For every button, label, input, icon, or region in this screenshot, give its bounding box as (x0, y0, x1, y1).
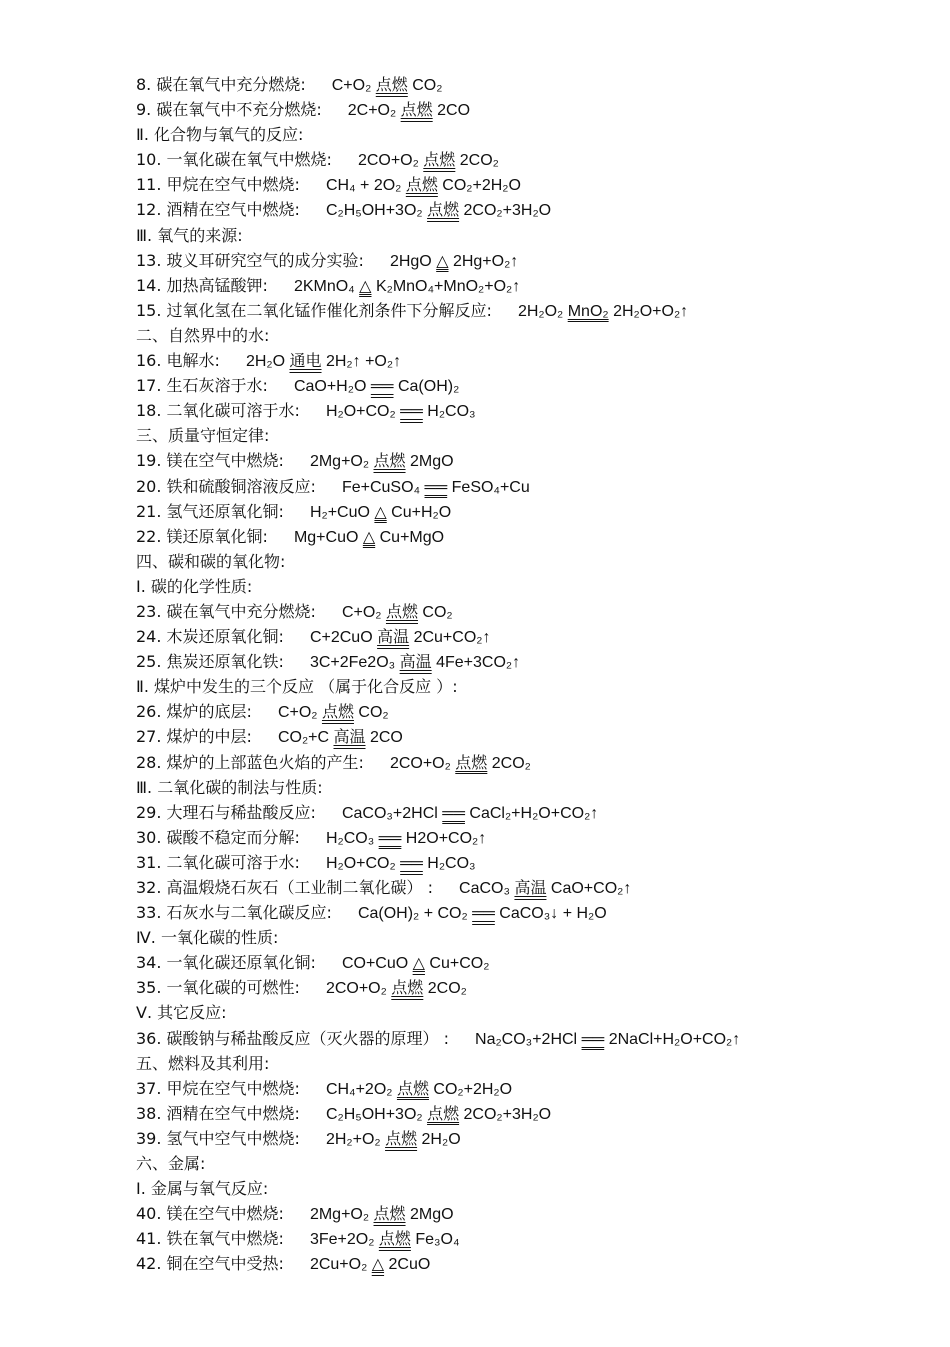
chemical-equation (348, 98, 470, 123)
reactants: CH₄+2O₂ (325, 1080, 393, 1098)
reaction-condition: 点燃 (385, 1130, 418, 1148)
equation-item (136, 1226, 926, 1251)
products: 2Hg+O₂↑ (452, 252, 519, 270)
reaction-condition: 点燃 (385, 603, 418, 621)
reaction-description: 11. 甲烷在空气中燃烧: (136, 175, 300, 195)
reactants: CaO+H₂O (293, 378, 367, 396)
chemical-equation (310, 500, 451, 525)
reactants: CaCO₃ (459, 880, 510, 897)
chemical-equation (326, 976, 467, 1001)
products: 2NaCl+H₂O+CO₂↑ (608, 1030, 741, 1048)
reactants: 2CO+O₂ (325, 980, 387, 998)
chemical-equation (342, 475, 530, 500)
section-header-text: 六、金属: (136, 1154, 206, 1174)
reaction-description: 28. 煤炉的上部蓝色火焰的产生: (136, 752, 364, 772)
chemical-equation (326, 1102, 551, 1127)
section-header-text: Ⅱ. 化合物与氧气的反应: (136, 125, 304, 145)
equation-item (136, 900, 926, 925)
section-header (136, 674, 926, 699)
chemical-equation (332, 73, 443, 98)
reaction-description: 37. 甲烷在空气中燃烧: (136, 1078, 300, 1098)
section-header (136, 1151, 926, 1176)
chemical-equation (310, 650, 520, 675)
chemical-equation (310, 1227, 460, 1252)
reaction-description: 13. 玻义耳研究空气的成分实验: (136, 250, 364, 270)
products: Cu+MgO (379, 528, 445, 546)
reaction-description: 29. 大理石与稀盐酸反应: (136, 802, 316, 822)
reactants: 2CO+O₂ (389, 754, 451, 772)
chemical-equation (278, 725, 403, 750)
equation-item (136, 398, 926, 423)
equation-item (136, 699, 926, 724)
products: Cu+H₂O (391, 503, 452, 521)
reaction-condition: △ (436, 252, 449, 270)
reaction-description: 22. 镁还原氧化铜: (136, 526, 268, 546)
reaction-condition: ══ (581, 1030, 605, 1048)
section-header (136, 223, 926, 248)
products: 2CO (437, 102, 471, 120)
chemical-equation (459, 876, 631, 901)
products: Cu+CO₂ (429, 955, 490, 973)
chemical-equation (310, 1252, 430, 1277)
section-header (136, 323, 926, 348)
products: CaCl₂+H₂O+CO₂↑ (469, 804, 599, 822)
reaction-condition: △ (371, 1256, 385, 1274)
reaction-description: 18. 二氧化碳可溶于水: (136, 401, 300, 421)
products: CaCO₃↓ + H₂O (499, 905, 607, 923)
equation-item (136, 373, 926, 398)
section-header-text: 四、碳和碳的氧化物: (136, 551, 286, 571)
equation-item (136, 800, 926, 825)
reaction-description: 34. 一氧化碳还原氧化铜: (136, 953, 316, 973)
reaction-condition: 通电 (289, 353, 322, 371)
equation-item (136, 474, 926, 499)
equation-item (136, 1076, 926, 1101)
equation-item (136, 1126, 926, 1151)
chemical-equation (294, 374, 459, 399)
section-header-text: Ⅴ. 其它反应: (136, 1003, 227, 1023)
section-header-text: Ⅱ. 煤炉中发生的三个反应 （属于化合反应 ）: (136, 677, 458, 697)
chemical-equation (326, 399, 476, 424)
chemical-equation (246, 349, 401, 374)
chemical-equation (518, 299, 688, 324)
reactants: Ca(OH)₂ + CO₂ (357, 905, 468, 923)
products: Fe₃O₄ (415, 1231, 460, 1249)
chemical-equation (294, 274, 520, 299)
products: 2CuO (388, 1256, 431, 1274)
reaction-description: 26. 煤炉的底层: (136, 702, 252, 722)
reaction-condition: 高温 (333, 729, 366, 747)
equation-item (136, 348, 926, 373)
equation-item (136, 298, 926, 323)
products: Ca(OH)₂ (397, 378, 460, 396)
reactants: H₂O+CO₂ (325, 854, 396, 872)
chemical-equation (342, 801, 598, 826)
reaction-description: 15. 过氧化氢在二氧化锰作催化剂条件下分解反应: (136, 300, 492, 320)
products: CaO+CO₂↑ (550, 880, 632, 897)
reaction-condition: 点燃 (427, 202, 460, 220)
chemical-equation (294, 525, 444, 550)
reactants: Na₂CO₃+2HCl (475, 1030, 578, 1048)
reaction-condition: 点燃 (455, 754, 488, 772)
reaction-condition: 点燃 (373, 1206, 406, 1224)
products: 2CO₂+3H₂O (463, 202, 552, 220)
products: CO₂ (358, 704, 389, 722)
reactants: CaCO₃+2HCl (341, 804, 438, 822)
chemical-equation (326, 1127, 461, 1152)
reaction-description: 27. 煤炉的中层: (136, 727, 252, 747)
reaction-condition: 高温 (514, 880, 547, 897)
products: 4Fe+3CO₂↑ (436, 654, 521, 672)
reactants: CH₄ + 2O₂ (325, 177, 402, 195)
chemical-equation (326, 198, 551, 223)
reaction-description: 32. 高温煅烧石灰石（工业制二氧化碳） : (136, 878, 434, 897)
reactants: CO+CuO (341, 955, 409, 973)
reaction-condition: ══ (442, 804, 465, 822)
products: FeSO₄+Cu (451, 478, 530, 496)
reaction-condition: ══ (400, 854, 423, 872)
products: CO₂ (422, 603, 453, 621)
equation-list (136, 72, 926, 1277)
reaction-description: 12. 酒精在空气中燃烧: (136, 200, 300, 220)
reaction-condition: △ (374, 503, 387, 521)
section-header (136, 423, 926, 448)
reaction-condition: 点燃 (405, 177, 438, 195)
reactants: 2KMnO₄ (293, 277, 355, 295)
chemical-equation (358, 148, 499, 173)
reaction-description: 42. 铜在空气中受热: (136, 1254, 284, 1274)
reactants: 2Mg+O₂ (309, 453, 370, 471)
chemical-equation (390, 751, 531, 776)
equation-item (136, 172, 926, 197)
section-header (136, 122, 926, 147)
reaction-condition: ══ (378, 829, 402, 847)
section-header (136, 1051, 926, 1076)
products: 2H₂O+O₂↑ (613, 302, 689, 320)
chemical-equation (326, 173, 521, 198)
chemical-equation (326, 1077, 512, 1102)
reactants: C+2CuO (309, 629, 373, 647)
equation-item (136, 1201, 926, 1226)
reactants: Mg+CuO (293, 528, 359, 546)
equation-item (136, 499, 926, 524)
reactants: 2H₂+O₂ (325, 1130, 381, 1148)
products: 2H₂O (421, 1130, 461, 1148)
products: H₂CO₃ (427, 854, 476, 872)
section-header (136, 925, 926, 950)
products: 2CO₂ (459, 152, 499, 170)
equation-item (136, 72, 926, 97)
reactants: H₂CO₃ (325, 829, 375, 847)
chemical-equation (342, 600, 453, 625)
reactants: 2HgO (389, 252, 432, 270)
equation-item (136, 950, 926, 975)
reactants: Fe+CuSO₄ (341, 478, 421, 496)
reaction-condition: 高温 (377, 629, 410, 647)
reaction-description: 16. 电解水: (136, 351, 220, 371)
products: H₂CO₃ (427, 403, 476, 421)
products: 2CO₂ (491, 754, 531, 772)
reaction-description: 36. 碳酸钠与稀盐酸反应（灭火器的原理） : (136, 1028, 450, 1048)
products: 2CO₂ (427, 980, 467, 998)
equation-item (136, 273, 926, 298)
reaction-description: 21. 氢气还原氧化铜: (136, 501, 284, 521)
reaction-condition: △ (412, 955, 425, 973)
chemical-equation (390, 249, 518, 274)
reaction-description: 23. 碳在氧气中充分燃烧: (136, 601, 316, 621)
equation-item (136, 850, 926, 875)
reaction-description: 38. 酒精在空气中燃烧: (136, 1103, 300, 1123)
reactants: H₂+CuO (309, 503, 370, 521)
section-header-text: Ⅰ. 碳的化学性质: (136, 576, 253, 596)
chemical-equation (310, 1202, 454, 1227)
equation-item (136, 624, 926, 649)
equation-item (136, 1026, 926, 1051)
reaction-description: 8. 碳在氧气中充分燃烧: (136, 75, 306, 94)
chemical-equation (310, 449, 454, 474)
products: 2Cu+CO₂↑ (413, 629, 491, 647)
reaction-condition: 点燃 (391, 980, 424, 998)
equation-item (136, 197, 926, 222)
section-header (136, 775, 926, 800)
equation-item (136, 975, 926, 1000)
products: 2H₂↑ +O₂↑ (325, 353, 402, 371)
products: 2MgO (409, 1206, 454, 1224)
reactants: C₂H₅OH+3O₂ (325, 202, 423, 220)
section-header (136, 1176, 926, 1201)
reaction-description: 9. 碳在氧气中不充分燃烧: (136, 100, 322, 120)
products: 2CO (369, 729, 403, 747)
reaction-condition: 点燃 (396, 1080, 429, 1098)
reactants: 2Mg+O₂ (309, 1206, 370, 1224)
reaction-description: 14. 加热高锰酸钾: (136, 275, 268, 295)
reaction-description: 35. 一氧化碳的可燃性: (136, 978, 300, 998)
reaction-condition: 点燃 (400, 102, 433, 120)
reaction-condition: 点燃 (427, 1105, 460, 1123)
reactants: 2CO+O₂ (357, 152, 419, 170)
reaction-condition: 点燃 (375, 77, 408, 94)
chemical-equation (326, 826, 486, 851)
reaction-description: 25. 焦炭还原氧化铁: (136, 652, 284, 672)
equation-item (136, 599, 926, 624)
section-header (136, 574, 926, 599)
reaction-description: 33. 石灰水与二氧化碳反应: (136, 903, 332, 923)
reaction-description: 30. 碳酸不稳定而分解: (136, 827, 300, 847)
reaction-description: 10. 一氧化碳在氧气中燃烧: (136, 150, 332, 170)
reaction-condition: ══ (370, 378, 394, 396)
section-header-text: Ⅲ. 二氧化碳的制法与性质: (136, 777, 323, 797)
section-header-text: 三、质量守恒定律: (136, 426, 270, 446)
chemical-equation (278, 700, 389, 725)
products: CO₂ (412, 77, 443, 94)
equation-item (136, 750, 926, 775)
reactants: C₂H₅OH+3O₂ (325, 1105, 423, 1123)
reactants: 3C+2Fe2O₃ (309, 654, 396, 672)
reaction-condition: 点燃 (321, 704, 354, 722)
equation-item (136, 724, 926, 749)
reaction-condition: ══ (400, 403, 423, 421)
chemical-equation (358, 901, 607, 926)
products: H2O+CO₂↑ (405, 829, 487, 847)
equation-item (136, 825, 926, 850)
reaction-condition: 高温 (399, 654, 432, 672)
reaction-description: 40. 镁在空气中燃烧: (136, 1204, 284, 1224)
reaction-description: 19. 镁在空气中燃烧: (136, 451, 284, 471)
reactants: C+O₂ (277, 704, 318, 722)
reactants: C+O₂ (341, 603, 382, 621)
equation-item (136, 97, 926, 122)
section-header-text: 二、自然界中的水: (136, 325, 270, 345)
products: 2MgO (409, 453, 454, 471)
reaction-description: 41. 铁在氧气中燃烧: (136, 1229, 284, 1249)
products: CO₂+2H₂O (442, 177, 521, 195)
reactants: 2Cu+O₂ (309, 1256, 368, 1274)
equation-item (136, 1251, 926, 1276)
reaction-condition: 点燃 (373, 453, 406, 471)
reaction-description: 20. 铁和硫酸铜溶液反应: (136, 476, 316, 496)
section-header-text: 五、燃料及其利用: (136, 1053, 270, 1073)
reaction-condition: 点燃 (423, 152, 456, 170)
reactants: C+O₂ (331, 77, 372, 94)
section-header-text: Ⅰ. 金属与氧气反应: (136, 1179, 269, 1199)
reactants: CO₂+C (277, 729, 330, 747)
reaction-condition: ══ (424, 478, 448, 496)
reaction-condition: MnO₂ (567, 302, 609, 320)
reaction-description: 17. 生石灰溶于水: (136, 376, 268, 396)
chemical-equation (342, 951, 489, 976)
equation-item (136, 875, 926, 900)
products: CO₂+2H₂O (433, 1080, 513, 1098)
reaction-condition: ══ (472, 905, 495, 923)
reactants: 2H₂O (245, 353, 286, 371)
equation-item (136, 1101, 926, 1126)
section-header (136, 1000, 926, 1025)
reaction-condition: △ (362, 528, 376, 546)
reaction-description: 24. 木炭还原氧化铜: (136, 627, 284, 647)
reaction-description: 31. 二氧化碳可溶于水: (136, 852, 300, 872)
section-header-text: Ⅲ. 氧气的来源: (136, 225, 243, 245)
reactants: 2H₂O₂ (517, 302, 564, 320)
reaction-description: 39. 氢气中空气中燃烧: (136, 1128, 300, 1148)
equation-item (136, 448, 926, 473)
equation-item (136, 248, 926, 273)
products: 2CO₂+3H₂O (463, 1105, 552, 1123)
reaction-condition: △ (359, 277, 372, 295)
equation-item (136, 524, 926, 549)
chemical-equation (310, 625, 491, 650)
chemical-equation (475, 1027, 740, 1052)
equation-item (136, 147, 926, 172)
equation-item (136, 649, 926, 674)
section-header (136, 549, 926, 574)
reactants: 2C+O₂ (347, 102, 397, 120)
products: K₂MnO₄+MnO₂+O₂↑ (375, 277, 521, 295)
reactants: H₂O+CO₂ (325, 403, 396, 421)
section-header-text: Ⅳ. 一氧化碳的性质: (136, 928, 279, 948)
reaction-condition: 点燃 (378, 1231, 411, 1249)
reactants: 3Fe+2O₂ (309, 1231, 375, 1249)
chemical-equation (326, 851, 476, 876)
